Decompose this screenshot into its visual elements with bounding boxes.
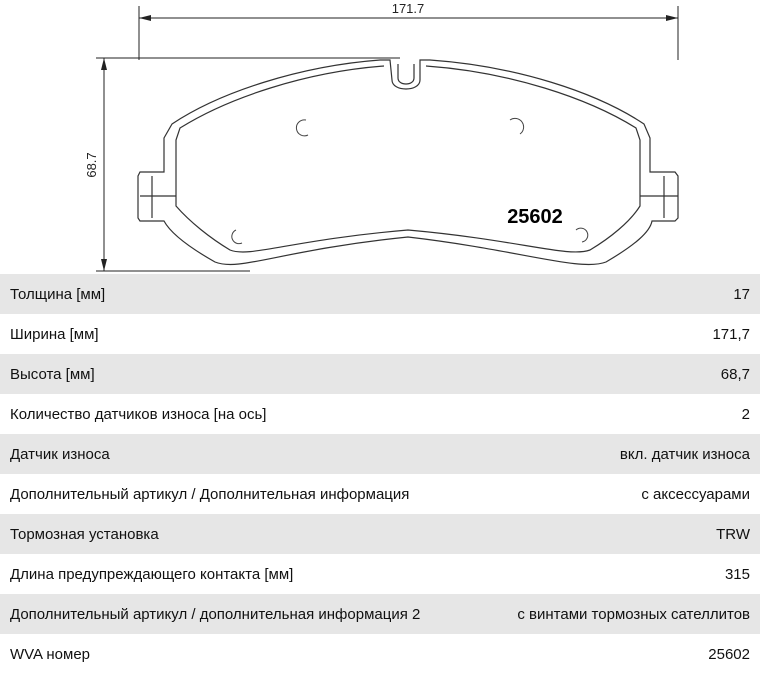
width-dimension-label: 171.7 xyxy=(391,1,425,16)
height-dimension-label: 68.7 xyxy=(84,152,99,178)
spec-value: вкл. датчик износа xyxy=(619,445,750,463)
pad-outline xyxy=(138,60,678,265)
brake-pad-drawing xyxy=(0,0,760,274)
spec-row-height xyxy=(0,354,760,394)
spec-label: Дополнительный артикул / дополнительная информация 2 xyxy=(10,605,421,623)
spec-value: с винтами тормозных сателлитов xyxy=(517,605,750,623)
spec-label: Длина предупреждающего контакта [мм] xyxy=(10,565,294,583)
spec-label: Датчик износа xyxy=(10,445,110,463)
spec-label: WVA номер xyxy=(10,645,91,663)
spec-value: с аксессуарами xyxy=(641,485,750,503)
spec-row-brake-system xyxy=(0,514,760,554)
spec-value: TRW xyxy=(716,525,750,543)
spec-row-wva-number xyxy=(0,634,760,674)
spec-label: Количество датчиков износа [на ось] xyxy=(10,405,267,423)
spec-value: 25602 xyxy=(708,645,750,663)
spec-value: 171,7 xyxy=(712,325,750,343)
spec-row-sensor-count xyxy=(0,394,760,434)
specs-table xyxy=(0,274,760,674)
spec-label: Тормозная установка xyxy=(10,525,159,543)
part-number-label: 25602 xyxy=(507,206,563,228)
spec-value: 2 xyxy=(741,405,750,423)
spec-label: Дополнительный артикул / Дополнительная информация xyxy=(10,485,410,503)
spec-label: Ширина [мм] xyxy=(10,325,99,343)
spec-value: 17 xyxy=(733,285,750,303)
spec-value: 315 xyxy=(724,565,750,583)
spec-row-width xyxy=(0,314,760,354)
spec-label: Высота [мм] xyxy=(10,365,95,383)
spec-value: 68,7 xyxy=(720,365,750,383)
spec-row-wear-sensor xyxy=(0,434,760,474)
spec-row-warning-contact-length xyxy=(0,554,760,594)
spec-row-additional-info xyxy=(0,474,760,514)
spec-row-additional-info-2 xyxy=(0,594,760,634)
height-dimension xyxy=(96,58,400,271)
spec-row-thickness xyxy=(0,274,760,314)
spec-label: Толщина [мм] xyxy=(10,285,106,303)
